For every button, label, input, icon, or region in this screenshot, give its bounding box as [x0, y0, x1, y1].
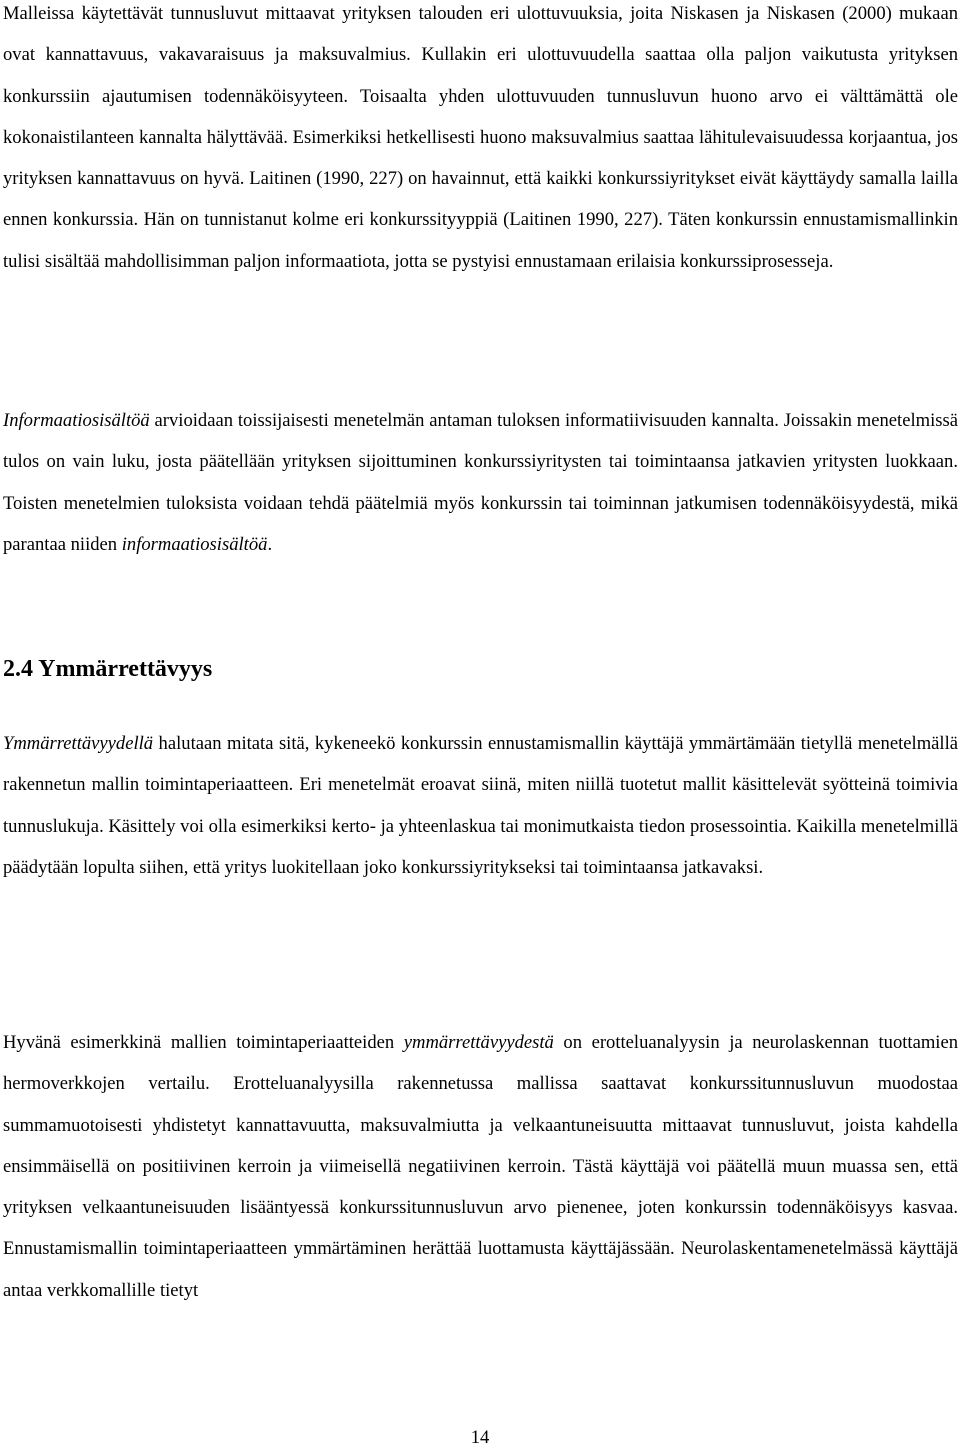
paragraph-text: Malleissa käytettävät tunnusluvut mittaavat yrityksen talouden eri ulottuvuuksia, joita Niskasen ja Niskasen (2000) mukaan ovat kannattavuus, vakavaraisuus ja maksuvalmius. Kullakin eri ulottuvuudella saattaa olla paljon vaikutusta yrityksen konkurssiin ajautumisen todennäköisyyteen. Toisaalta yhden ulottuvuuden tunnusluvun huono arvo ei välttämättä ole kokonaistilanteen kannalta hälyttävää. Esimerkiksi hetkellisesti huono maksuvalmius saattaa lähitulevaisuudessa korjaantua, jos yrityksen kannattavuus on hyvä. Laitinen (1990, 227) on havainnut, että kaikki konkurssiyritykset eivät käyttäydy samalla lailla ennen konkurssia. Hän on tunnistanut kolme eri konkurssityyppiä (Laitinen 1990, 227). Täten konkurssin ennustamismallinkin tulisi sisältää mahdollisimman paljon informaatiota, jotta se pystyisi ennustamaan erilaisia konkurssiprosesseja.	[3, 3, 958, 272]
italic-term: Informaatiosisältöä	[3, 410, 150, 431]
paragraph-text: .	[267, 533, 273, 555]
italic-term: ymmärrettävyydestä	[403, 1032, 554, 1053]
section-heading: 2.4 Ymmärrettävyys	[3, 656, 213, 682]
paragraph-information-content	[3, 400, 958, 565]
paragraph-text: Hyvänä esimerkkinä mallien toimintaperiaatteiden	[3, 1032, 404, 1053]
paragraph-text: on erotteluanalyysin ja neurolaskennan tuottamien hermoverkkojen vertailu. Erotteluanalyysilla rakennetussa mallissa saattavat konkurssitunnusluvun muodostaa summamuotoisesti yhdistetyt kannattavuutta, maksuvalmiutta ja velkaantuneisuutta mittaavat tunnusluvut, joista kahdella ensimmäisellä on positiivinen kerroin ja viimeisellä negatiivinen kerroin. Tästä käyttäjä voi päätellä muun muassa sen, että yrityksen velkaantuneisuuden lisääntyessä konkurssitunnusluvun arvo pienenee, joten konkurssin todennäköisyys kasvaa. Ennustamismallin toimintaperiaatteen ymmärtäminen herättää luottamusta käyttäjässään. Neurolaskentamenetelmässä käyttäjä antaa verkkomallille tietyt	[3, 1032, 958, 1301]
paragraph-model-comparison	[3, 1022, 958, 1311]
italic-term: Ymmärrettävyydellä	[3, 733, 154, 754]
paragraph-text: halutaan mitata sitä, kykeneekö konkurssin ennustamismallin käyttäjä ymmärtämään tietyllä menetelmällä rakennetun mallin toimintaperiaatteen. Eri menetelmät eroavat siinä, miten niillä tuotetut mallit käsittelevät syötteinä toimivia tunnuslukuja. Käsittely voi olla esimerkiksi kerto- ja yhteenlaskua tai monimutkaista tiedon prosessointia. Kaikilla menetelmillä päädytään lopulta siihen, että yritys luokitellaan joko konkurssiyritykseksi tai toimintaansa jatkavaksi.	[3, 733, 958, 878]
page-number: 14	[470, 1427, 490, 1448]
paragraph-financial-dimensions	[3, 0, 958, 282]
italic-term: informaatiosisältöä	[121, 533, 268, 555]
paragraph-text: arvioidaan toissijaisesti menetelmän antaman tuloksen informatiivisuuden kannalta. Joissakin menetelmissä tulos on vain luku, josta päätellään yrityksen sijoittuminen konkurssiyritysten tai toimintaansa jatkavien yritysten luokkaan. Toisten menetelmien tuloksista voidaan tehdä päätelmiä myös konkurssin tai toiminnan jatkumisen todennäköisyydestä, mikä parantaa niiden	[3, 410, 958, 555]
paragraph-understandability	[3, 723, 958, 888]
